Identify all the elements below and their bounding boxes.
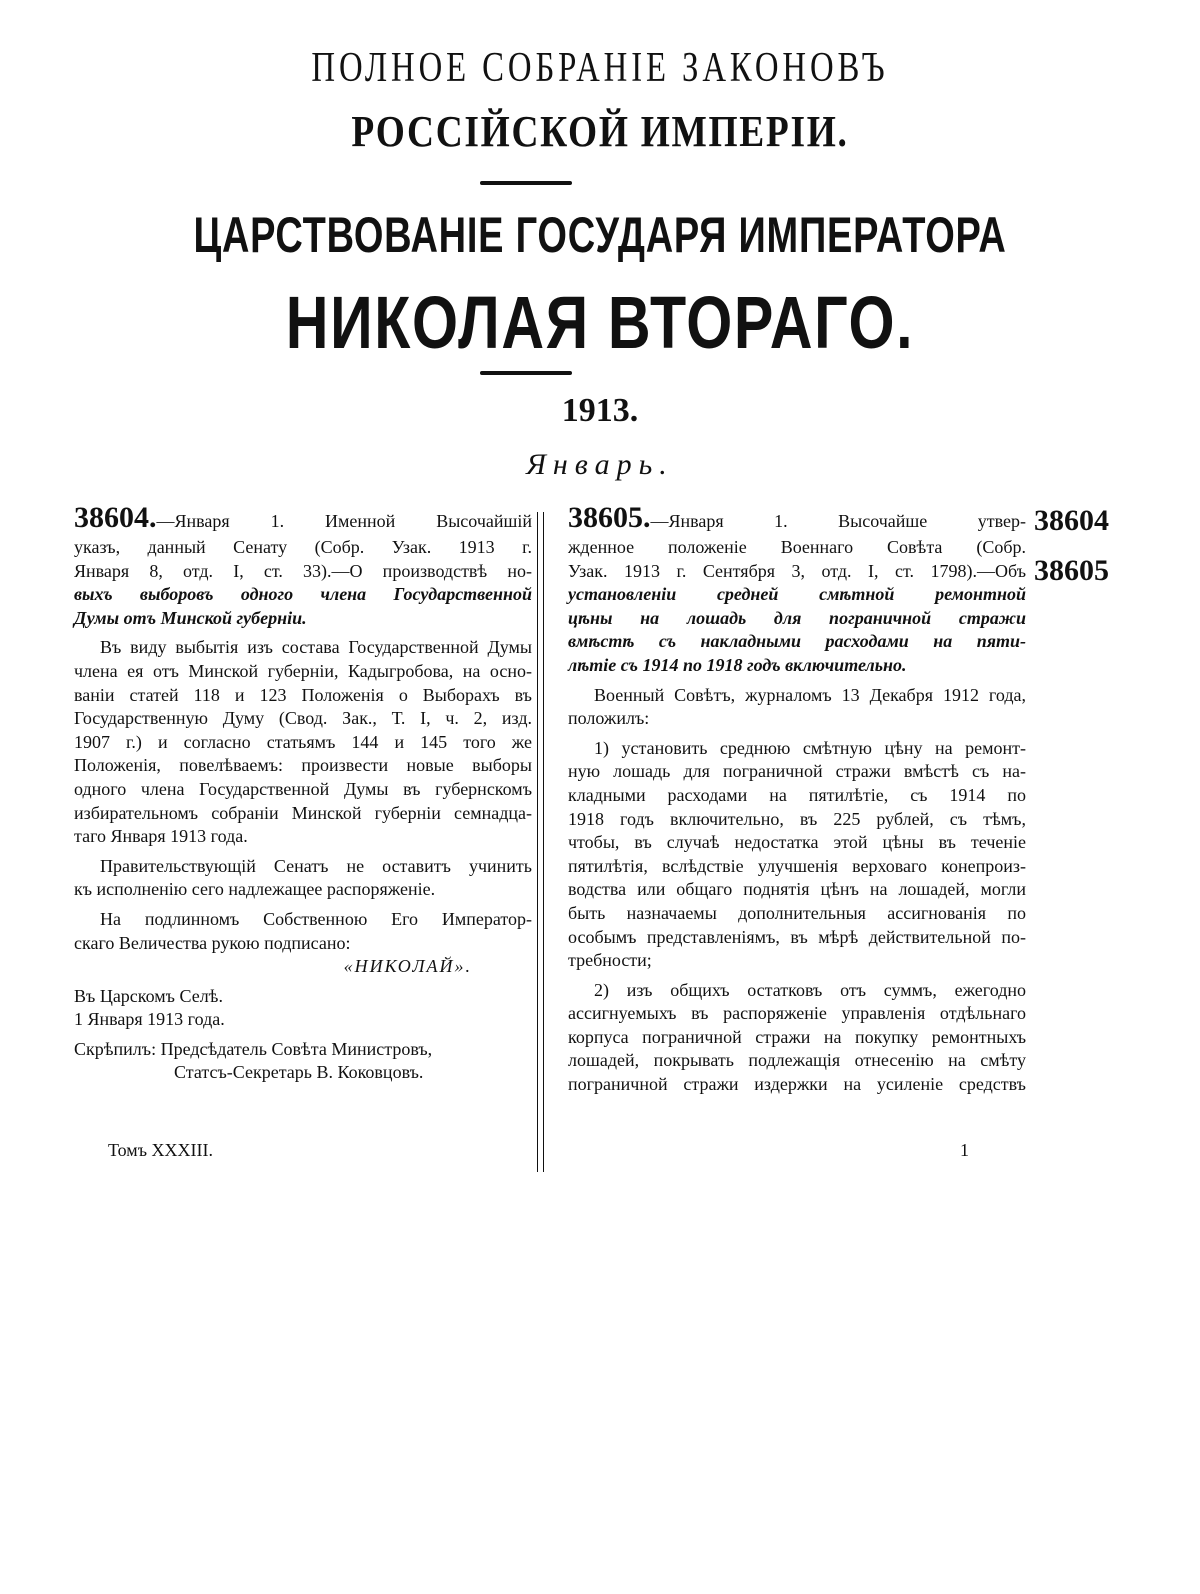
text-line: пограничной стражи издержки на усиленіе средствъ bbox=[568, 1074, 1026, 1095]
text-line: вмѣстѣ съ накладными расходами на пяти- bbox=[568, 631, 1026, 652]
text-line: выхъ выборовъ одного члена Государственной bbox=[74, 584, 532, 605]
text-line: ассигнуемыхъ въ распоряженіе управленія отдѣльнаго bbox=[568, 1003, 1026, 1024]
margin-number: 38605 bbox=[1034, 554, 1109, 587]
law-number: 38604. bbox=[74, 501, 157, 534]
heading-text: —Января 1. Именной Высочайшій bbox=[156, 511, 532, 531]
law-number: 38605. bbox=[568, 501, 651, 534]
text-line: ную лошадь для пограничной стражи вмѣстѣ съ на- bbox=[568, 761, 1026, 782]
text-line: Государственную Думу (Свод. Зак., Т. I, ч. 2, изд. bbox=[74, 708, 532, 729]
text-line: На подлинномъ Собственною Его Император- bbox=[100, 908, 532, 929]
text-line: ваніи статей 118 и 123 Положенія о Выборахъ въ bbox=[74, 684, 532, 705]
text-line: члена ея отъ Минской губерніи, Кадыгробова, на осно- bbox=[74, 660, 532, 681]
text-line: требности; bbox=[568, 950, 652, 971]
text-line: Узак. 1913 г. Сентября 3, отд. I, ст. 1798).—Объ bbox=[568, 560, 1026, 581]
text-line: 1 Января 1913 года. bbox=[74, 1009, 225, 1030]
text-line: одного члена Государственной Думы въ губернскомъ bbox=[74, 778, 532, 799]
text-line: особымъ представленіямъ, въ мѣрѣ действительной по- bbox=[568, 926, 1026, 947]
volume-label: Томъ XXXIII. bbox=[108, 1140, 213, 1160]
text-line: скаго Величества рукою подписано: bbox=[74, 932, 351, 953]
text-line: Думы отъ Минской губерніи. bbox=[74, 607, 307, 628]
text-line: Въ виду выбытія изъ состава Государственной Думы bbox=[100, 637, 532, 658]
page-number: 1 bbox=[960, 1140, 969, 1160]
text-line: пятилѣтія, вслѣдствіе улучшенія верховаго конепроиз- bbox=[568, 855, 1026, 876]
text-line: Января 8, отд. I, ст. 33).—О производствѣ но- bbox=[74, 560, 532, 581]
text-line: Положенія, повелѣваемъ: произвести новые выборы bbox=[74, 755, 532, 776]
column-divider bbox=[537, 512, 544, 1172]
text-line: быть назначаемы дополнительныя ассигнованія по bbox=[568, 902, 1026, 923]
text-line: жденное положеніе Военнаго Совѣта (Собр. bbox=[568, 537, 1026, 557]
text-line: водства или общаго поднятія цѣнъ на лошадей, могли bbox=[568, 879, 1026, 900]
text-line: 2) изъ общихъ остатковъ отъ суммъ, ежегодно bbox=[594, 979, 1026, 1000]
text-line: Скрѣпилъ: Предсѣдатель Совѣта Министровъ, bbox=[74, 1038, 433, 1059]
text-line: 1907 г.) и согласно статьямъ 144 и 145 того же bbox=[74, 731, 532, 752]
margin-number: 38604 bbox=[1034, 504, 1109, 537]
title-line-4: НИКОЛАЯ ВТОРАГО. bbox=[285, 281, 915, 364]
text-line: цѣны на лошадь для пограничной стражи bbox=[568, 607, 1026, 628]
text-line: Въ Царскомъ Селѣ. bbox=[74, 985, 223, 1006]
text-line: Статсъ-Секретарь В. Коковцовъ. bbox=[174, 1062, 424, 1083]
text-line: лошадей, покрывать подлежащія отнесенію на смѣту bbox=[568, 1050, 1026, 1071]
text-line: чтобы, въ случаѣ недостатка этой цѣны въ теченіе bbox=[568, 832, 1026, 853]
text-line: Правительствующій Сенатъ не оставитъ учинить bbox=[100, 855, 532, 876]
text-line: «НИКОЛАЙ». bbox=[343, 956, 472, 977]
text-line: положилъ: bbox=[568, 708, 650, 729]
title-line-1: ПОЛНОЕ СОБРАНІЕ ЗАКОНОВЪ bbox=[311, 45, 889, 91]
title-line-3: ЦАРСТВОВАНІЕ ГОСУДАРЯ ИМПЕРАТОРА bbox=[193, 207, 1007, 263]
text-line: избирательномъ собраніи Минской губерніи семнадца- bbox=[74, 802, 532, 823]
year-heading: 1913. bbox=[561, 392, 639, 429]
month-heading: Январь. bbox=[526, 448, 674, 481]
text-line: 1918 годъ включительно, въ 225 рублей, съ тѣмъ, bbox=[568, 808, 1026, 829]
text-line: установленіи средней смѣтной ремонтной bbox=[568, 584, 1026, 605]
right-column bbox=[568, 501, 1026, 1097]
text-line bbox=[74, 501, 532, 536]
text-line: лѣтіе съ 1914 по 1918 годъ включительно. bbox=[568, 654, 907, 675]
text-line: къ исполненію сего надлежащее распоряженіе. bbox=[74, 879, 436, 900]
text-line: таго Января 1913 года. bbox=[74, 826, 248, 847]
title-line-2: РОССІЙСКОЙ ИМПЕРІИ. bbox=[351, 107, 849, 156]
text-line: кладными расходами на пятилѣтіе, съ 1914 по bbox=[568, 784, 1026, 805]
text-line: 1) установить среднюю смѣтную цѣну на ремонт- bbox=[594, 737, 1026, 758]
divider bbox=[480, 181, 572, 185]
text-line: Военный Совѣтъ, журналомъ 13 Декабря 1912 года, bbox=[594, 684, 1026, 705]
text-line: указъ, данный Сенату (Собр. Узак. 1913 г. bbox=[74, 537, 532, 557]
heading-text: —Января 1. Высочайше утвер- bbox=[650, 511, 1026, 531]
text-line: корпуса пограничной стражи на покупку ремонтныхъ bbox=[568, 1026, 1026, 1047]
divider bbox=[480, 371, 572, 375]
left-column bbox=[74, 501, 532, 1085]
text-line bbox=[568, 501, 1026, 536]
